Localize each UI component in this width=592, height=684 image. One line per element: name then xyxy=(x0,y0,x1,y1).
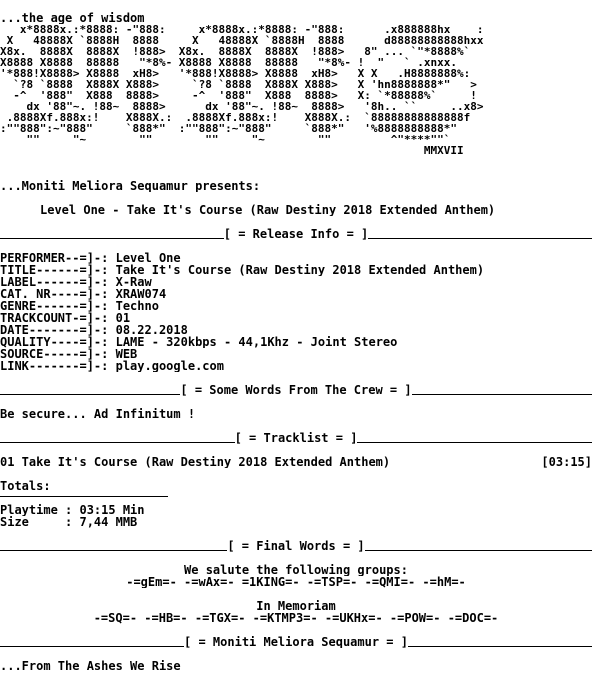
salute-heading: We salute the following groups: xyxy=(184,564,408,576)
track-row xyxy=(0,456,592,468)
tagline: ...the age of wisdom xyxy=(0,12,145,24)
info-row: QUALITY----=]-: LAME - 320kbps - 44,1Khz - Joint Stereo xyxy=(0,336,398,348)
release-info-separator xyxy=(0,228,592,240)
info-row: SOURCE-----=]-: WEB xyxy=(0,348,138,360)
release-title: Level One - Take It's Course (Raw Destiny 2018 Extended Anthem) xyxy=(40,204,496,216)
info-row: DATE-------=]-: 08.22.2018 xyxy=(0,324,188,336)
info-row: CAT. NR----=]-: XRAW074 xyxy=(0,288,167,300)
info-row: PERFORMER--=]-: Level One xyxy=(0,252,181,264)
info-row: LABEL------=]-: X-Raw xyxy=(0,276,152,288)
footer-tagline: ...From The Ashes We Rise xyxy=(0,660,181,672)
info-row: TITLE------=]-: Take It's Course (Raw Destiny 2018 Extended Anthem) xyxy=(0,264,485,276)
totals-heading: Totals: xyxy=(0,480,51,492)
crew-text: Be secure... Ad Infinitum ! xyxy=(0,408,196,420)
ascii-logo-art: x*8888x.:*8888: -"888: x*8888x.:*8888: -"888: .x888888hx : X 48888X `8888H 8888 X 48888X `8888H 8888 d88888888888hxx X8x. 8888X 8888X !888> X8x. 8888X 8888X !888> 8" ... `"*8888%` X8888 X8888 88888 "*8%- X8888 X8888 88888 "*8%- ! " ` .xnxx. '*888!X8888> X8888 xH8> '*888!X8888> X8888 xH8> X X .H8888888%: `?8 `8888 X888X X888> `?8 `8888 X888X X888> X 'hn8888888*" > -^ '888" X888 8888> -^ '888" X888 8888> X: `*88888%` ! dx '88"~. !88~ 8888> dx '88"~. !88~ 8888> '8h.. `` ..x8> .8888Xf.888x:! X888X.: .8888Xf.888x:! X888X.: `88888888888888f :""888":~"888" `888*" :""888":~"888" `888*" '%8888888888*" "" "~ "" "" "~ "" ^"****""` MMXVII xyxy=(0,23,484,157)
totals-size: Size : 7,44 MMB xyxy=(0,516,138,528)
tracklist-separator xyxy=(0,432,592,444)
info-row: GENRE------=]-: Techno xyxy=(0,300,159,312)
presents-line: ...Moniti Meliora Sequamur presents: xyxy=(0,180,261,192)
crew-words-separator xyxy=(0,384,592,396)
totals-underline xyxy=(0,496,168,497)
track-title: 01 Take It's Course (Raw Destiny 2018 Extended Anthem) xyxy=(0,456,391,468)
release-info-heading: [ = Release Info = ] xyxy=(223,228,369,240)
info-row: TRACKCOUNT-=]-: 01 xyxy=(0,312,131,324)
final-words-heading: [ = Final Words = ] xyxy=(227,540,365,552)
group-footer-separator xyxy=(0,636,592,648)
crew-words-heading: [ = Some Words From The Crew = ] xyxy=(180,384,412,396)
group-footer-heading: [ = Moniti Meliora Sequamur = ] xyxy=(184,636,408,648)
track-duration: [03:15] xyxy=(541,456,592,468)
info-row: LINK-------=]-: play.google.com xyxy=(0,360,224,372)
memoriam-groups: -=SQ=- -=HB=- -=TGX=- -=KTMP3=- -=UKHx=- -=POW=- -=DOC=- xyxy=(93,612,499,624)
memoriam-heading: In Memoriam xyxy=(256,600,336,612)
final-words-separator xyxy=(0,540,592,552)
salute-groups: -=gEm=- -=wAx=- =1KING=- -=TSP=- -=QMI=- -=hM=- xyxy=(126,576,466,588)
totals-playtime: Playtime : 03:15 Min xyxy=(0,504,145,516)
tracklist-heading: [ = Tracklist = ] xyxy=(234,432,358,444)
